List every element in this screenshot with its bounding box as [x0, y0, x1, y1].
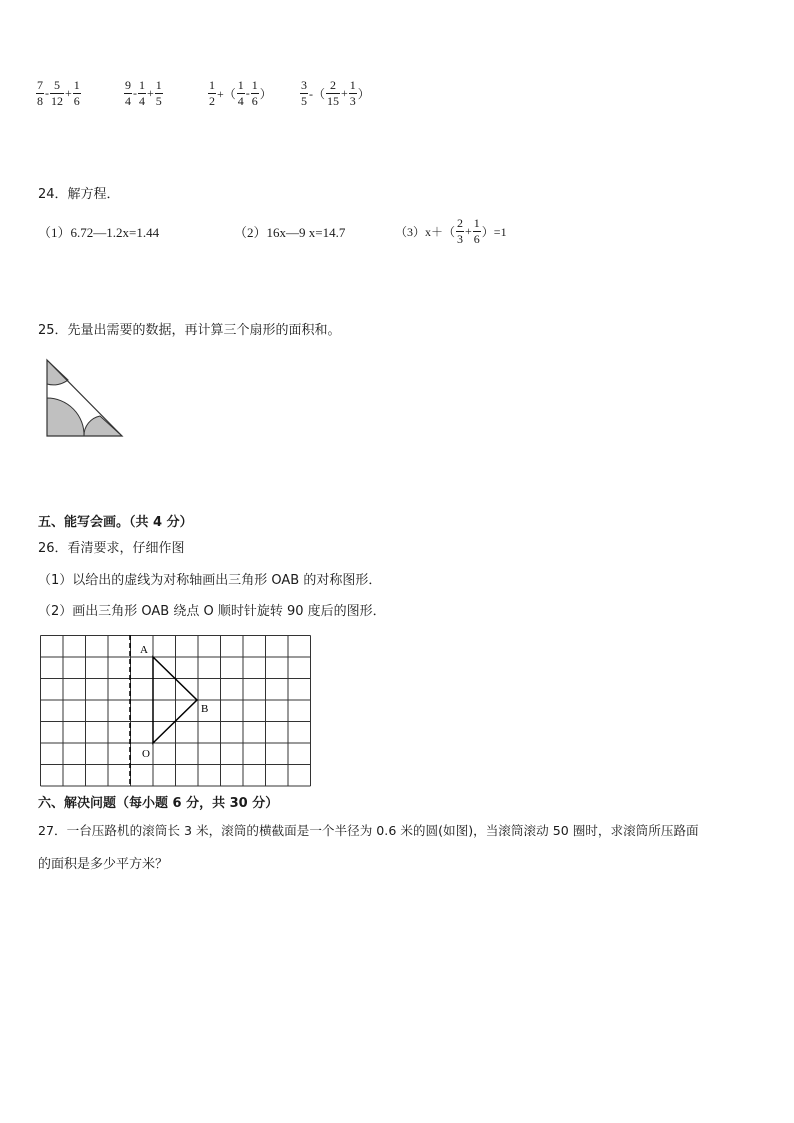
calc-expression-3: $\frac{1}{2}$ +（ $\frac{1}{4}$ - $\frac{1}{6}$ ） — [209, 78, 272, 108]
calc-expression-1: $\frac{7}{8}$ - $\frac{5}{12}$ + $\frac{1}{6}$ — [37, 78, 80, 108]
fraction: $\frac{1}{6}$ — [473, 216, 480, 246]
equation-3: （3）x＋（ $\frac{2}{3}$ + $\frac{1}{6}$ ）=1 — [395, 216, 507, 246]
equation-1: （1）6.72—1.2x=1.44 — [38, 225, 160, 240]
question-25-title: 25．先量出需要的数据，再计算三个扇形的面积和。 — [38, 323, 341, 338]
drawing-grid — [40, 635, 312, 787]
fraction: $\frac{5}{12}$ — [51, 78, 63, 108]
point-label-a: A — [140, 644, 148, 656]
question-27-line-1: 27．一台压路机的滚筒长 3 米，滚筒的横截面是一个半径为 0.6 米的圆(如图)，当滚筒滚动 50 圈时，求滚筒所压路面 — [38, 823, 699, 838]
fraction: $\frac{2}{15}$ — [327, 78, 339, 108]
fraction: $\frac{1}{5}$ — [155, 78, 162, 108]
fraction: $\frac{1}{2}$ — [209, 78, 215, 108]
fraction: $\frac{1}{3}$ — [349, 78, 356, 108]
calc-expression-2: $\frac{9}{4}$ - $\frac{1}{4}$ + $\frac{1}{5}$ — [125, 78, 162, 108]
fraction: $\frac{1}{6}$ — [73, 78, 80, 108]
fraction: $\frac{2}{3}$ — [457, 216, 464, 246]
question-26-part-2: （2）画出三角形 OAB 绕点 O 顺时针旋转 90 度后的图形． — [38, 604, 386, 619]
question-26-part-1: （1）以给出的虚线为对称轴画出三角形 OAB 的对称图形． — [38, 573, 382, 588]
question-26-title: 26．看清要求，仔细作图 — [38, 541, 185, 556]
sector-bottom-right — [84, 416, 122, 436]
grid-lines — [41, 636, 311, 787]
point-label-o: O — [142, 748, 150, 760]
fraction: $\frac{1}{6}$ — [251, 78, 258, 108]
point-label-b: B — [201, 703, 209, 715]
fraction: $\frac{1}{4}$ — [139, 78, 145, 108]
question-24-title: 24．解方程． — [38, 187, 120, 202]
sector-bottom-left — [47, 398, 84, 436]
fraction: $\frac{7}{8}$ — [37, 78, 43, 108]
triangle-sectors-figure — [44, 358, 126, 438]
equation-2: （2）16x—9 x=14.7 — [234, 225, 346, 240]
fraction: $\frac{1}{4}$ — [237, 78, 244, 108]
section-5-title: 五、能写会画。（共 4 分） — [38, 515, 193, 530]
calc-expression-4: $\frac{3}{5}$ -（ $\frac{2}{15}$ + $\frac{1}{3}$ ） — [301, 78, 370, 108]
fraction: $\frac{9}{4}$ — [125, 78, 131, 108]
fraction: $\frac{3}{5}$ — [301, 78, 307, 108]
section-6-title: 六、解决问题（每小题 6 分，共 30 分） — [38, 796, 279, 811]
question-27-line-2: 的面积是多少平方米？ — [38, 857, 169, 872]
